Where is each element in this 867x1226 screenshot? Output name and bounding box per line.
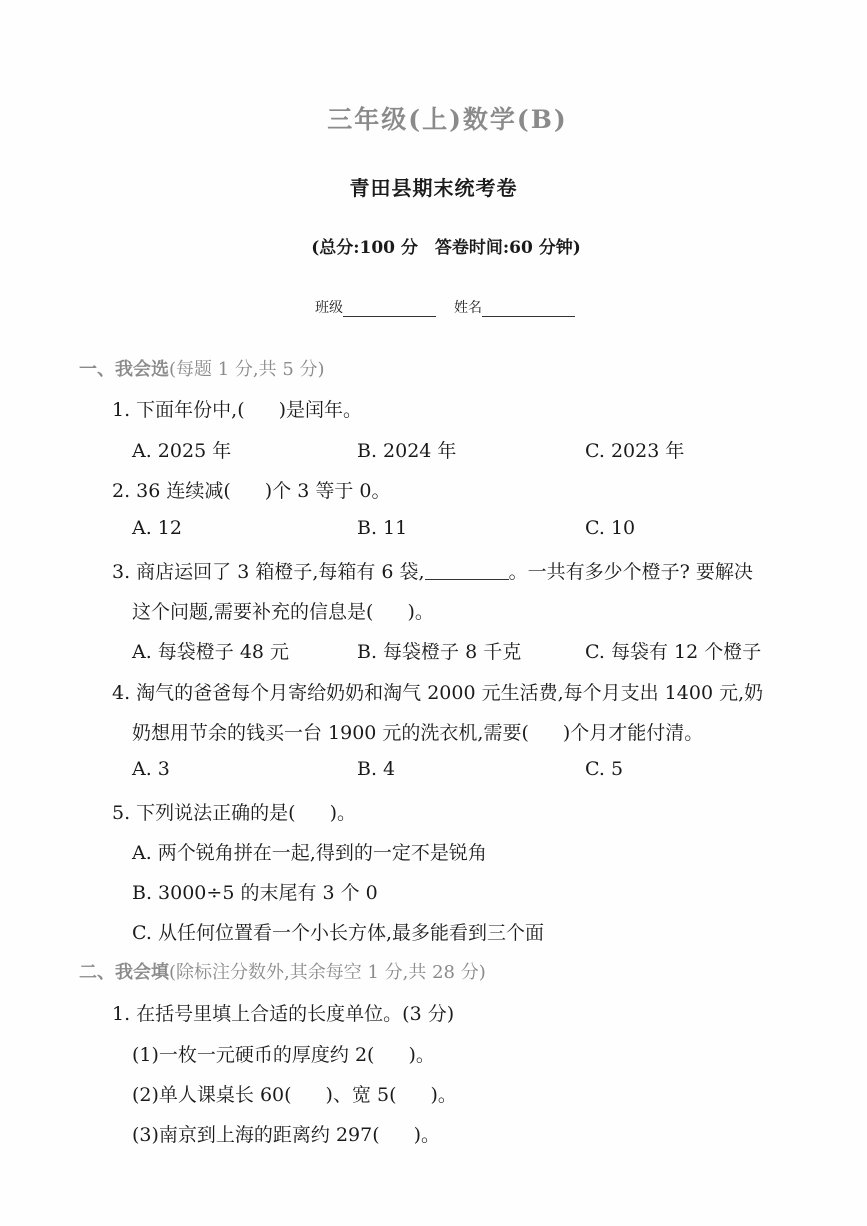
q1-3-text-b: 。一共有多少个橙子? 要解决 bbox=[508, 561, 753, 583]
q2-1-sub3-a: (3)南京到上海的距离约 297( bbox=[132, 1124, 380, 1146]
section2-title: 二、我会填 bbox=[79, 962, 169, 983]
q1-4-text-line2 bbox=[132, 718, 703, 745]
q1-5-option-a: A. 两个锐角拼在一起,得到的一定不是锐角 bbox=[132, 842, 487, 864]
section2-note: (除标注分数外,其余每空 1 分,共 28 分) bbox=[169, 962, 486, 983]
q1-5-text-b: )。 bbox=[329, 802, 357, 824]
q1-2-option-a: A. 12 bbox=[132, 517, 182, 539]
q1-1-text-a: 1. 下面年份中,( bbox=[112, 399, 245, 421]
q1-5-text-a: 5. 下列说法正确的是( bbox=[112, 802, 296, 824]
q1-2-option-c: C. 10 bbox=[585, 517, 636, 539]
q1-3-line2-b: )。 bbox=[407, 601, 434, 623]
q1-4-option-a: A. 3 bbox=[132, 758, 170, 780]
q1-3-option-a: A. 每袋橙子 48 元 bbox=[132, 641, 290, 663]
q1-2-option-b: B. 11 bbox=[357, 517, 408, 539]
q1-1-text-b: )是闰年。 bbox=[278, 399, 363, 421]
q2-1-sub2 bbox=[132, 1080, 457, 1107]
q1-5-text bbox=[112, 798, 356, 825]
q1-1-text bbox=[112, 395, 362, 422]
q2-1-sub2-b: )、宽 5( bbox=[325, 1084, 397, 1106]
q1-3-text-a: 3. 商店运回了 3 箱橙子,每箱有 6 袋, bbox=[112, 561, 425, 583]
q1-1-option-b: B. 2024 年 bbox=[357, 440, 457, 462]
q1-4-option-c: C. 5 bbox=[585, 758, 624, 780]
q2-1-sub3 bbox=[132, 1120, 440, 1147]
student-info bbox=[315, 297, 575, 317]
q2-1-sub2-c: )。 bbox=[430, 1084, 457, 1106]
class-field[interactable] bbox=[343, 302, 436, 317]
exam-title: 三年级(上)数学(B) bbox=[327, 105, 568, 134]
q1-5-option-c: C. 从任何位置看一个小长方体,最多能看到三个面 bbox=[132, 922, 544, 944]
q1-5-option-b: B. 3000÷5 的末尾有 3 个 0 bbox=[132, 882, 378, 904]
name-label: 姓名 bbox=[454, 300, 482, 316]
class-label: 班级 bbox=[315, 300, 343, 316]
name-field[interactable] bbox=[482, 302, 575, 317]
answer-underline-blank[interactable] bbox=[425, 563, 509, 580]
q2-1-sub3-b: )。 bbox=[413, 1124, 441, 1146]
section1-heading bbox=[79, 355, 325, 381]
exam-subtitle: 青田县期末统考卷 bbox=[349, 176, 518, 200]
q1-3-text-line2 bbox=[132, 597, 434, 624]
q1-4-line2-a: 奶想用节余的钱买一台 1900 元的洗衣机,需要( bbox=[132, 722, 529, 744]
q1-4-text: 4. 淘气的爸爸每个月寄给奶奶和淘气 2000 元生活费,每个月支出 1400 元,奶 bbox=[112, 682, 764, 704]
q1-2-text-a: 2. 36 连续减( bbox=[112, 480, 231, 502]
q1-4-line2-b: )个月才能付清。 bbox=[562, 722, 704, 744]
q1-1-option-c: C. 2023 年 bbox=[585, 440, 685, 462]
q1-3-text bbox=[112, 557, 753, 584]
q2-1-sub2-a: (2)单人课桌长 60( bbox=[132, 1084, 292, 1106]
q1-3-option-c: C. 每袋有 12 个橙子 bbox=[585, 641, 762, 663]
q1-4-option-b: B. 4 bbox=[357, 758, 396, 780]
q2-1-sub1-a: (1)一枚一元硬币的厚度约 2( bbox=[132, 1044, 375, 1066]
q2-1-text: 1. 在括号里填上合适的长度单位。(3 分) bbox=[112, 1003, 455, 1025]
q1-3-option-b: B. 每袋橙子 8 千克 bbox=[357, 641, 522, 663]
section2-heading bbox=[79, 958, 486, 984]
section1-title: 一、我会选 bbox=[79, 359, 169, 380]
q1-2-text bbox=[112, 476, 391, 503]
q1-3-line2-a: 这个问题,需要补充的信息是( bbox=[132, 601, 374, 623]
section1-note: (每题 1 分,共 5 分) bbox=[169, 359, 325, 380]
exam-meta: (总分:100 分 答卷时间:60 分钟) bbox=[311, 238, 581, 258]
q2-1-sub1 bbox=[132, 1040, 435, 1067]
q1-1-option-a: A. 2025 年 bbox=[132, 440, 232, 462]
q1-2-text-b: )个 3 等于 0。 bbox=[264, 480, 391, 502]
q2-1-sub1-b: )。 bbox=[408, 1044, 435, 1066]
